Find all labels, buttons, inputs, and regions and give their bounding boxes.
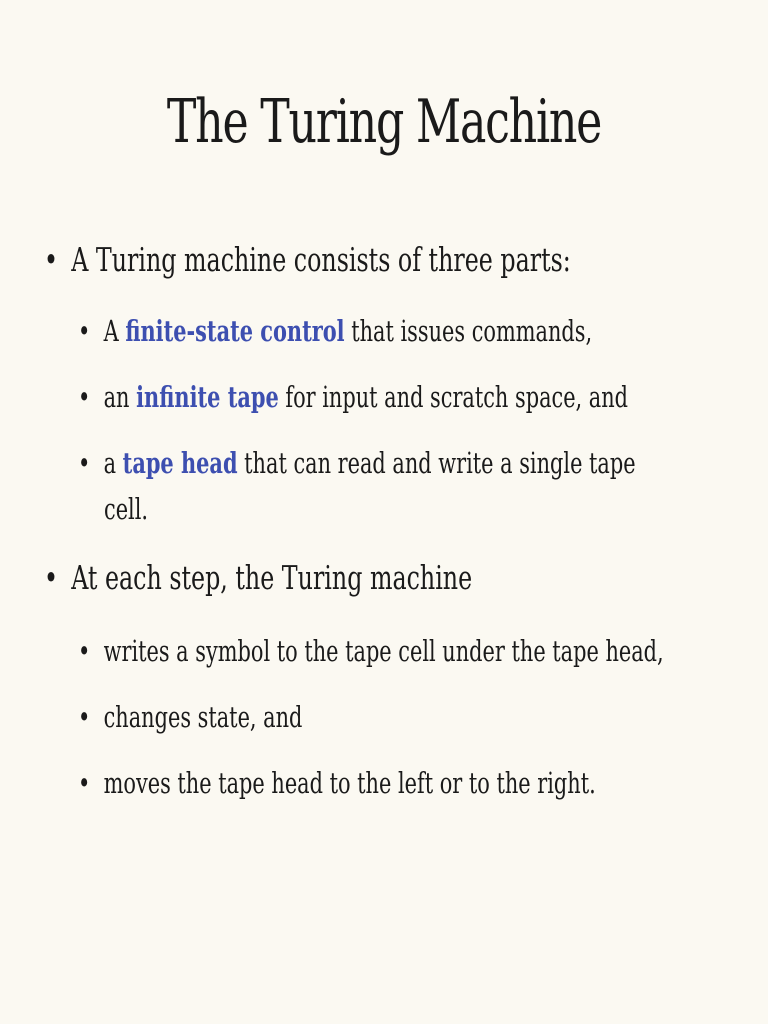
sub-bullet-1-2 (78, 376, 628, 418)
sub-bullet-1-2-pre: an (103, 380, 137, 414)
sub-bullet-marker: • (78, 634, 91, 668)
sub-bullet-1-2-post: for input and scratch space, and (278, 380, 629, 414)
sub-bullet-marker: • (78, 314, 91, 348)
slide-title: The Turing Machine (166, 87, 602, 157)
sub-bullet-2-3 (78, 762, 596, 804)
sub-bullet-marker: • (78, 380, 91, 414)
sub-bullet-1-1-pre: A (103, 314, 126, 348)
sub-bullet-2-3-text: moves the tape head to the left or to the right. (103, 766, 596, 800)
sub-bullet-2-2-text: changes state, and (103, 700, 303, 734)
sub-bullet-2-1 (78, 630, 664, 672)
sub-bullet-marker: • (78, 700, 91, 734)
bullet-marker: • (44, 240, 59, 279)
bullet-1-text: A Turing machine consists of three parts: (71, 240, 571, 279)
sub-bullet-1-1 (78, 310, 592, 352)
keyword-tape-head: tape head (122, 446, 238, 480)
sub-bullet-1-3-continuation: cell. (104, 492, 149, 526)
sub-bullet-marker: • (78, 766, 91, 800)
sub-bullet-1-1-post: that issues commands, (344, 314, 593, 348)
bullet-2-text: At each step, the Turing machine (71, 558, 473, 597)
bullet-marker: • (44, 558, 59, 597)
sub-bullet-1-3 (78, 442, 636, 484)
bullet-2 (44, 558, 472, 598)
keyword-infinite-tape: infinite tape (136, 380, 279, 414)
bullet-1 (44, 240, 571, 280)
sub-bullet-2-2 (78, 696, 302, 738)
keyword-finite-state-control: finite-state control (125, 314, 345, 348)
sub-bullet-2-1-text: writes a symbol to the tape cell under the tape head, (103, 634, 664, 668)
sub-bullet-1-3-pre: a (103, 446, 123, 480)
sub-bullet-1-3-post: that can read and write a single tape (237, 446, 636, 480)
sub-bullet-marker: • (78, 446, 91, 480)
